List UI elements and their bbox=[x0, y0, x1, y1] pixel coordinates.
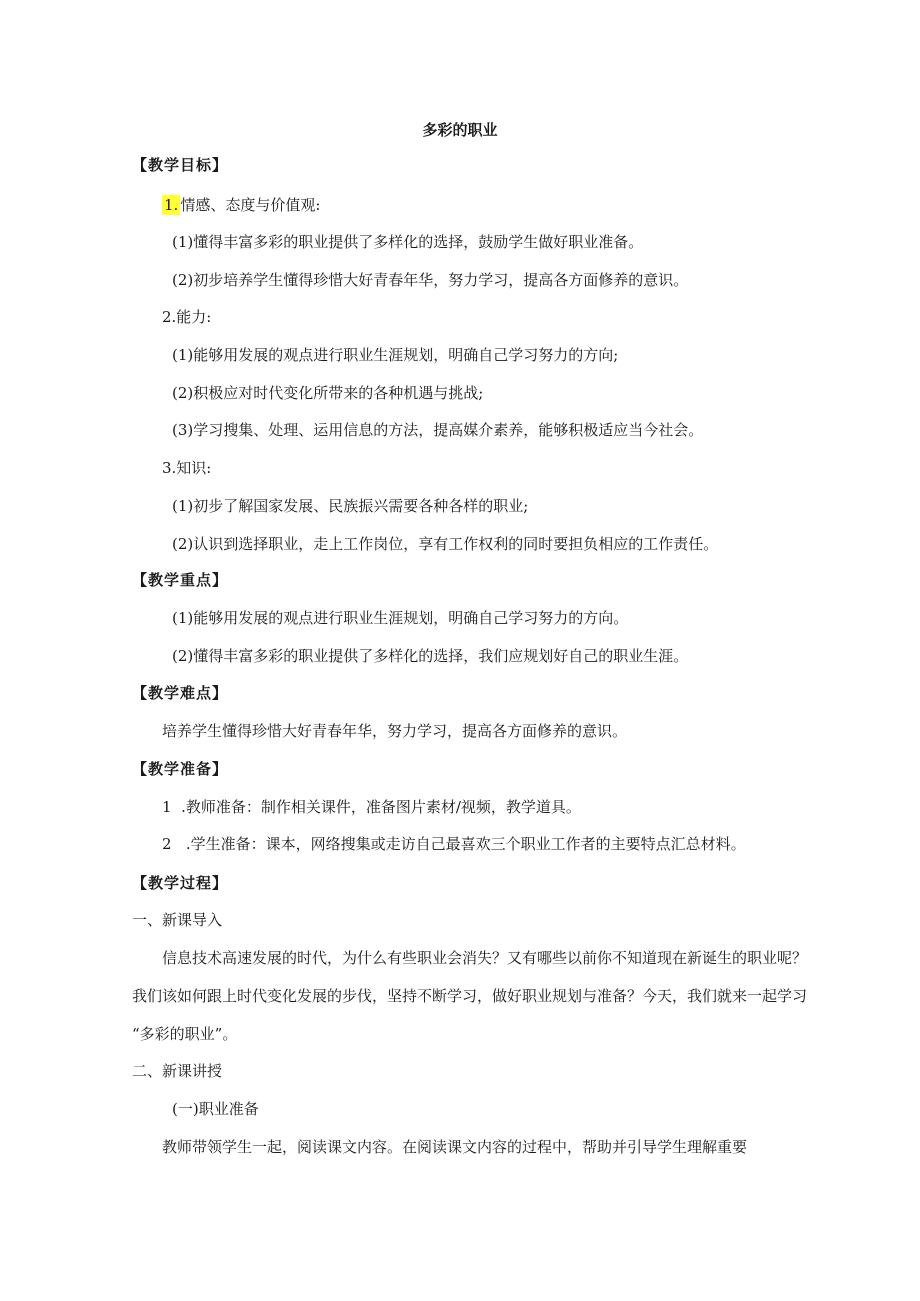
section-new-lesson-teaching: 二、新课讲授 bbox=[132, 1062, 223, 1080]
goal-ability-label: 2.能力: bbox=[162, 308, 212, 326]
goals-heading: 【教学目标】 bbox=[132, 156, 229, 174]
subsection-career-preparation: (一)职业准备 bbox=[172, 1100, 259, 1118]
intro-paragraph-line-2: 我们该如何跟上时代变化发展的步伐，坚持不断学习，做好职业规划与准备？今天，我们就来一起学习 bbox=[132, 987, 808, 1005]
preparation-item-1: 1 .教师准备：制作相关课件，准备图片素材/视频，教学道具。 bbox=[162, 798, 581, 816]
goal-ability-item-2: (2)积极应对时代变化所带来的各种机遇与挑战; bbox=[172, 384, 484, 402]
goal-emotion-item-2: (2)初步培养学生懂得珍惜大好青春年华，努力学习，提高各方面修养的意识。 bbox=[172, 271, 689, 289]
teaching-paragraph-line: 教师带领学生一起，阅读课文内容。在阅读课文内容的过程中，帮助并引导学生理解重要 bbox=[162, 1138, 748, 1156]
intro-paragraph-line-3: “多彩的职业”。 bbox=[132, 1025, 238, 1043]
goal-knowledge-item-1: (1)初步了解国家发展、民族振兴需要各种各样的职业; bbox=[172, 497, 529, 515]
process-heading: 【教学过程】 bbox=[132, 874, 229, 892]
goal-ability-item-3: (3)学习搜集、处理、运用信息的方法，提高媒介素养，能够积极适应当今社会。 bbox=[172, 421, 704, 439]
key-point-item-2: (2)懂得丰富多彩的职业提供了多样化的选择，我们应规划好自己的职业生涯。 bbox=[172, 647, 689, 665]
key-point-item-1: (1)能够用发展的观点进行职业生涯规划，明确自己学习努力的方向。 bbox=[172, 609, 629, 627]
preparation-item-2: 2 .学生准备：课本，网络搜集或走访自己最喜欢三个职业工作者的主要特点汇总材料。 bbox=[162, 835, 746, 853]
difficulties-heading: 【教学难点】 bbox=[132, 684, 229, 702]
goal-knowledge-item-2: (2)认识到选择职业，走上工作岗位，享有工作权利的同时要担负相应的工作责任。 bbox=[172, 535, 719, 553]
goal-emotion-text: 情感、态度与价值观: bbox=[180, 196, 321, 214]
difficulties-text: 培养学生懂得珍惜大好青春年华，努力学习，提高各方面修养的意识。 bbox=[162, 722, 628, 740]
goal-emotion-item-1: (1)懂得丰富多彩的职业提供了多样化的选择，鼓励学生做好职业准备。 bbox=[172, 233, 644, 251]
goal-emotion-label bbox=[162, 195, 320, 215]
preparation-heading: 【教学准备】 bbox=[132, 760, 229, 778]
section-new-lesson-intro: 一、新课导入 bbox=[132, 911, 223, 929]
goal-knowledge-label: 3.知识: bbox=[162, 459, 212, 477]
document-title: 多彩的职业 bbox=[422, 121, 498, 139]
intro-paragraph-line-1: 信息技术高速发展的时代，为什么有些职业会消失？又有哪些以前你不知道现在新诞生的职业呢？ bbox=[162, 949, 808, 967]
highlighted-number: 1. bbox=[164, 196, 179, 214]
key-points-heading: 【教学重点】 bbox=[132, 571, 229, 589]
goal-ability-item-1: (1)能够用发展的观点进行职业生涯规划，明确自己学习努力的方向; bbox=[172, 346, 619, 364]
